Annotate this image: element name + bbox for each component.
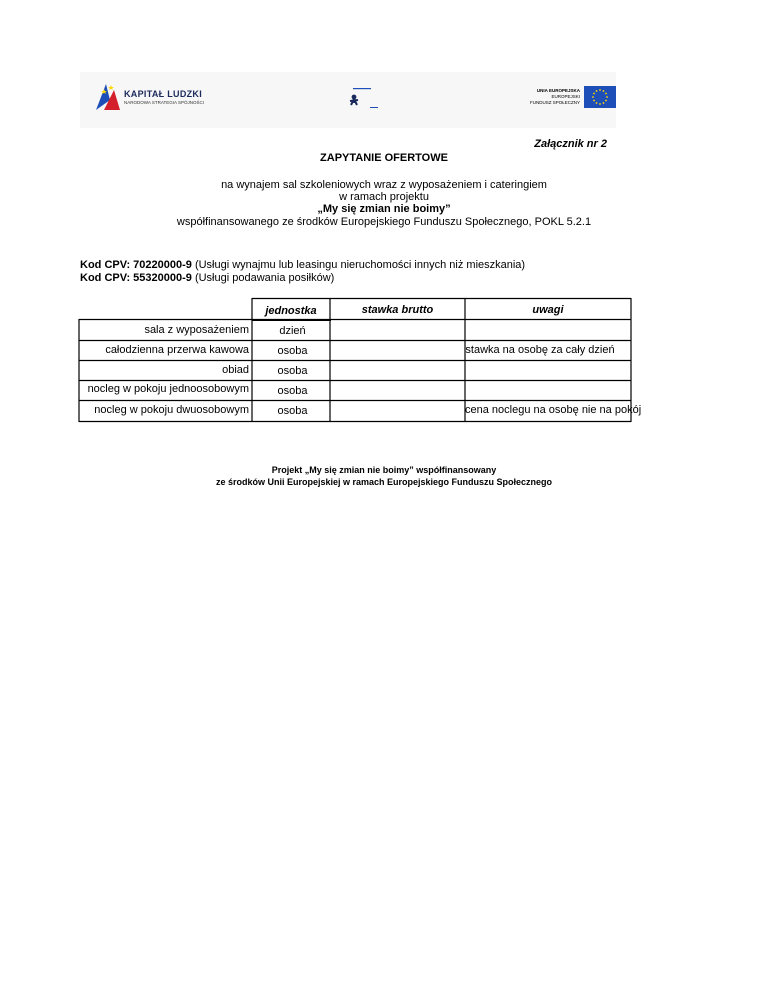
intro-line-2: w ramach projektu <box>339 191 429 203</box>
row-2-item: całodzienna przerwa kawowa <box>105 344 249 356</box>
row-3-unit: osoba <box>277 365 308 377</box>
cpv-code-2: Kod CPV: 55320000-9 <box>80 272 192 284</box>
footer-line-1: Projekt „My się zmian nie boimy” współfinansowany <box>271 465 497 475</box>
row-3-item: obiad <box>222 364 249 376</box>
logo-right-line2: EUROPEJSKI <box>551 94 580 99</box>
row-2-note: stawka na osobę za cały dzień <box>465 344 615 356</box>
logo-right-line1: UNIA EUROPEJSKA <box>536 88 580 93</box>
intro-line-4: współfinansowanego ze środków Europejskiego Funduszu Społecznego, POKL 5.2.1 <box>176 216 592 228</box>
document-title: ZAPYTANIE OFERTOWE <box>320 152 448 164</box>
header-unit: jednostka <box>265 305 317 317</box>
row-5-note: cena noclegu na osobę nie na pokój <box>465 404 642 416</box>
row-1-unit: dzień <box>279 325 306 337</box>
cpv-code-1: Kod CPV: 70220000-9 <box>80 259 192 271</box>
attachment-label: Załącznik nr 2 <box>534 138 607 150</box>
cpv-desc-1: (Usługi wynajmu lub leasingu nieruchomości innych niż mieszkania) <box>191 259 526 271</box>
logo-left-title: KAPITAŁ LUDZKI <box>124 89 203 99</box>
footer-line-2: ze środków Unii Europejskiej w ramach Europejskiego Funduszu Społecznego <box>215 477 553 487</box>
cpv-desc-2: (Usługi podawania posiłków) <box>191 272 335 284</box>
logo-right-line3: FUNDUSZ SPOŁECZNY <box>529 100 580 105</box>
logo-left-subtitle: NARODOWA STRATEGIA SPÓJNOŚCI <box>124 100 205 105</box>
row-1-item: sala z wyposażeniem <box>144 324 249 336</box>
row-4-unit: osoba <box>277 385 308 397</box>
row-2-unit: osoba <box>277 345 308 357</box>
row-4-item: nocleg w pokoju jednoosobowym <box>87 383 249 395</box>
project-name: „My się zmian nie boimy” <box>317 203 451 215</box>
header-price: stawka brutto <box>361 304 434 316</box>
row-5-item: nocleg w pokoju dwuosobowym <box>94 404 249 416</box>
row-5-unit: osoba <box>277 405 308 417</box>
header-notes: uwagi <box>532 304 564 316</box>
intro-line-1: na wynajem sal szkoleniowych wraz z wyposażeniem i cateringiem <box>221 179 547 191</box>
